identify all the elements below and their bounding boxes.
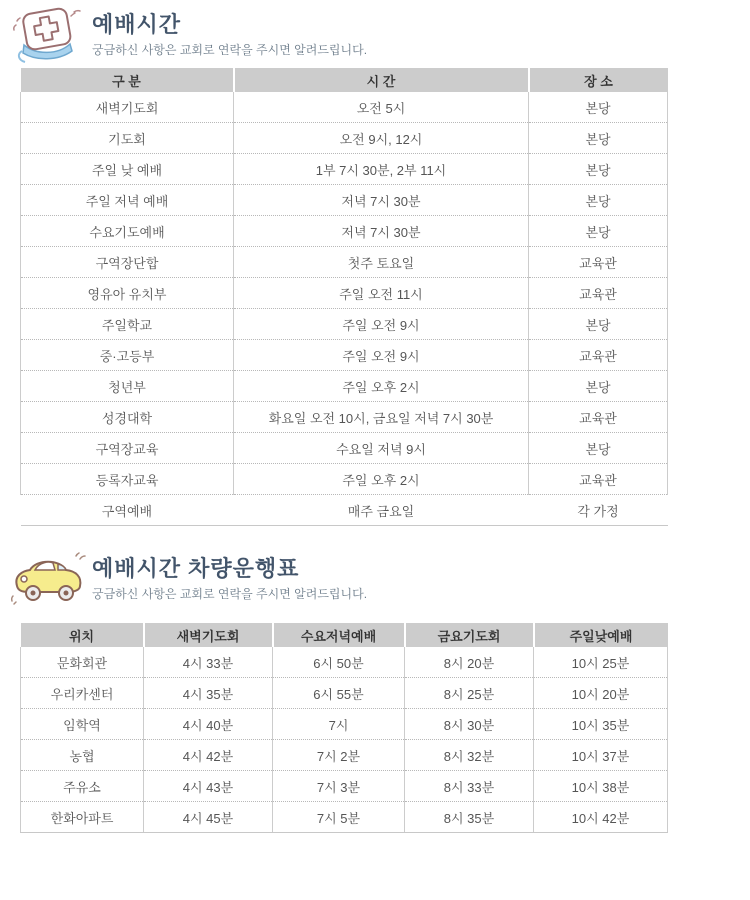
car-icon [8, 548, 88, 610]
bible-icon [8, 4, 88, 66]
section-spacer [0, 526, 750, 548]
table-cell: 본당 [529, 185, 668, 216]
table-cell: 4시 43분 [144, 771, 273, 802]
table-header-row [21, 67, 668, 92]
page-subtitle: 궁금하신 사항은 교회로 연락을 주시면 알려드립니다. [92, 587, 368, 601]
table-cell: 임학역 [21, 709, 144, 740]
table-cell: 농협 [21, 740, 144, 771]
table-cell: 영유아 유치부 [21, 278, 234, 309]
table-cell: 교육관 [529, 247, 668, 278]
table-cell: 주일 저녁 예배 [21, 185, 234, 216]
column-header-dawn-prayer: 새벽기도회 [144, 622, 273, 647]
table-cell: 교육관 [529, 464, 668, 495]
table-row [21, 185, 668, 216]
table-cell: 등록자교육 [21, 464, 234, 495]
table-cell: 교육관 [529, 278, 668, 309]
table-row [21, 709, 668, 740]
table-cell: 8시 30분 [405, 709, 534, 740]
table-cell: 4시 33분 [144, 647, 273, 678]
table-cell: 6시 55분 [273, 678, 405, 709]
table-cell: 오전 9시, 12시 [234, 123, 529, 154]
table-cell: 4시 45분 [144, 802, 273, 833]
table-cell: 본당 [529, 371, 668, 402]
table-cell: 8시 25분 [405, 678, 534, 709]
table-cell: 7시 [273, 709, 405, 740]
table-cell: 주일 오전 11시 [234, 278, 529, 309]
table-cell: 구역장교육 [21, 433, 234, 464]
table-cell: 10시 20분 [534, 678, 668, 709]
table-row [21, 216, 668, 247]
table-cell: 8시 35분 [405, 802, 534, 833]
table-header-row [21, 622, 668, 647]
table-cell: 10시 25분 [534, 647, 668, 678]
table-row [21, 402, 668, 433]
column-header-sunday-day: 주일낮예배 [534, 622, 668, 647]
table-cell: 한화아파트 [21, 802, 144, 833]
table-row [21, 92, 668, 123]
table-cell: 본당 [529, 433, 668, 464]
column-header-category: 구 분 [21, 67, 234, 92]
table-row [21, 247, 668, 278]
table-cell: 첫주 토요일 [234, 247, 529, 278]
table-cell: 저녁 7시 30분 [234, 185, 529, 216]
table-cell: 주일 낮 예배 [21, 154, 234, 185]
table-cell: 주유소 [21, 771, 144, 802]
table-cell: 본당 [529, 216, 668, 247]
table-row [21, 495, 668, 526]
table-row [21, 154, 668, 185]
table-cell: 1부 7시 30분, 2부 11시 [234, 154, 529, 185]
table-cell: 4시 35분 [144, 678, 273, 709]
table-cell: 7시 2분 [273, 740, 405, 771]
table-cell: 오전 5시 [234, 92, 529, 123]
table-cell: 4시 42분 [144, 740, 273, 771]
column-header-place: 장 소 [529, 67, 668, 92]
page-title: 예배시간 [92, 12, 182, 37]
vehicle-schedule-section-header [0, 548, 750, 610]
table-row [21, 647, 668, 678]
section-spacer [0, 610, 750, 621]
table-cell: 구역장단합 [21, 247, 234, 278]
column-header-time: 시 간 [234, 67, 529, 92]
table-cell: 주일 오전 9시 [234, 340, 529, 371]
table-cell: 수요일 저녁 9시 [234, 433, 529, 464]
page-subtitle: 궁금하신 사항은 교회로 연락을 주시면 알려드립니다. [92, 43, 368, 57]
table-cell: 4시 40분 [144, 709, 273, 740]
table-cell: 매주 금요일 [234, 495, 529, 526]
worship-times-table [20, 66, 668, 526]
table-row [21, 433, 668, 464]
table-cell: 주일학교 [21, 309, 234, 340]
table-cell: 본당 [529, 123, 668, 154]
table-cell: 8시 20분 [405, 647, 534, 678]
table-cell: 10시 35분 [534, 709, 668, 740]
table-cell: 구역예배 [21, 495, 234, 526]
table-cell: 새벽기도회 [21, 92, 234, 123]
table-cell: 우리카센터 [21, 678, 144, 709]
table-row [21, 123, 668, 154]
table-row [21, 771, 668, 802]
table-cell: 저녁 7시 30분 [234, 216, 529, 247]
table-row [21, 340, 668, 371]
table-row [21, 678, 668, 709]
table-cell: 주일 오후 2시 [234, 464, 529, 495]
table-cell: 화요일 오전 10시, 금요일 저녁 7시 30분 [234, 402, 529, 433]
table-cell: 주일 오전 9시 [234, 309, 529, 340]
page-title: 예배시간 차량운행표 [92, 556, 300, 581]
table-cell: 청년부 [21, 371, 234, 402]
table-cell: 교육관 [529, 402, 668, 433]
vehicle-schedule-table [20, 621, 668, 833]
table-cell: 8시 33분 [405, 771, 534, 802]
table-cell: 10시 38분 [534, 771, 668, 802]
table-cell: 7시 5분 [273, 802, 405, 833]
table-row [21, 740, 668, 771]
table-cell: 문화회관 [21, 647, 144, 678]
table-row [21, 802, 668, 833]
column-header-wed-evening: 수요저녁예배 [273, 622, 405, 647]
table-cell: 중·고등부 [21, 340, 234, 371]
table-cell: 기도회 [21, 123, 234, 154]
table-cell: 성경대학 [21, 402, 234, 433]
table-cell: 6시 50분 [273, 647, 405, 678]
worship-times-section-header [0, 0, 750, 66]
table-cell: 7시 3분 [273, 771, 405, 802]
table-cell: 본당 [529, 92, 668, 123]
table-cell: 본당 [529, 309, 668, 340]
column-header-fri-prayer: 금요기도회 [405, 622, 534, 647]
column-header-location: 위치 [21, 622, 144, 647]
table-cell: 10시 37분 [534, 740, 668, 771]
table-row [21, 309, 668, 340]
table-row [21, 464, 668, 495]
table-row [21, 278, 668, 309]
table-cell: 8시 32분 [405, 740, 534, 771]
table-cell: 주일 오후 2시 [234, 371, 529, 402]
table-cell: 각 가정 [529, 495, 668, 526]
table-cell: 수요기도예배 [21, 216, 234, 247]
table-cell: 교육관 [529, 340, 668, 371]
table-row [21, 371, 668, 402]
table-cell: 본당 [529, 154, 668, 185]
table-cell: 10시 42분 [534, 802, 668, 833]
